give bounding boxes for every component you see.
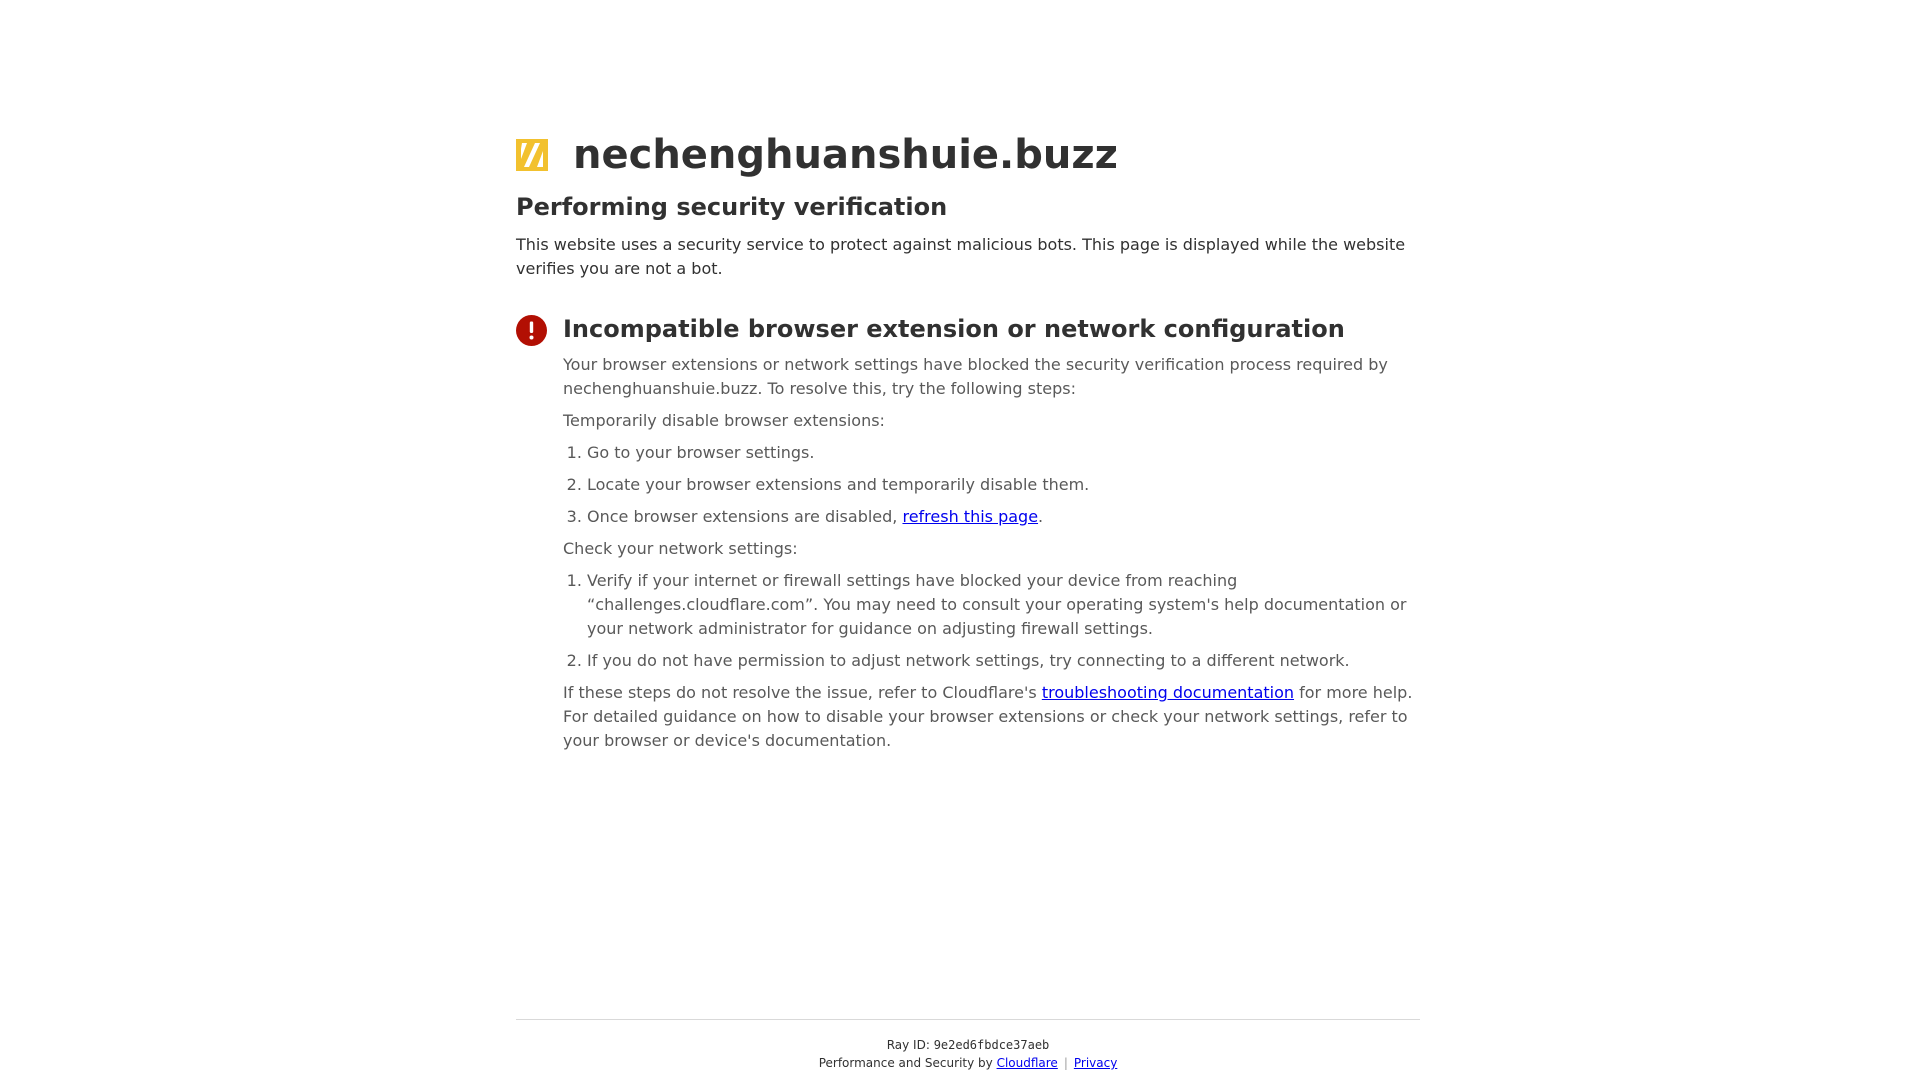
ray-id-line [516, 1036, 1420, 1054]
site-header [516, 130, 1420, 180]
ray-id-value: 9e2ed6fbdce37aeb [933, 1038, 1050, 1052]
cloudflare-slash-icon [516, 139, 548, 171]
privacy-link[interactable]: Privacy [1073, 1056, 1118, 1070]
troubleshooting-link[interactable]: troubleshooting documentation [1041, 683, 1295, 702]
closing-suffix: for more help. For detailed guidance on how to disable your browser extensions or check your network settings, refer to your browser or device's documentation. [563, 683, 1413, 750]
performance-line [516, 1054, 1420, 1072]
intro-text: This website uses a security service to protect against malicious bots. This page is displayed while the website verifies you are not a bot. [516, 235, 1406, 278]
list-item: 2. If you do not have permission to adjust network settings, try connecting to a different network. [587, 649, 1420, 673]
error-title: Incompatible browser extension or network configuration [563, 315, 1345, 343]
ray-id-label: Ray ID: [886, 1038, 934, 1052]
footer-separator: | [1063, 1056, 1068, 1070]
network-steps-list [587, 569, 1420, 673]
list-item-text: Once browser extensions are disabled, [587, 507, 903, 526]
list-item: 1. Verify if your internet or firewall settings have blocked your device from reaching “challenges.cloudflare.com”. You may need to consult your operating system's help documentation or your network administrator for guidance on adjusting firewall settings. [587, 569, 1420, 641]
main-content [516, 130, 1420, 761]
error-body [563, 314, 1420, 761]
cloudflare-link[interactable]: Cloudflare [996, 1056, 1058, 1070]
closing-text [563, 681, 1420, 753]
footer [516, 1019, 1420, 1072]
extensions-steps-list [587, 441, 1420, 529]
list-item [587, 505, 1420, 529]
list-item-suffix: . [1038, 507, 1044, 526]
exclamation-circle-icon [516, 315, 547, 346]
list-item: 2. Locate your browser extensions and temporarily disable them. [587, 473, 1420, 497]
error-block [516, 314, 1420, 761]
site-name: nechenghuanshuie.buzz [573, 132, 1118, 178]
refresh-page-link[interactable]: refresh this page [902, 507, 1039, 526]
network-heading: Check your network settings: [563, 539, 798, 558]
performance-label: Performance and Security by [818, 1056, 997, 1070]
error-description: Your browser extensions or network settings have blocked the security verification process required by nechenghuanshuie.buzz. To resolve this, try the following steps: [563, 355, 1388, 398]
list-item: 1. Go to your browser settings. [587, 441, 1420, 465]
page-headline: Performing security verification [516, 193, 948, 221]
closing-prefix: If these steps do not resolve the issue, refer to Cloudflare's [563, 683, 1042, 702]
extensions-heading: Temporarily disable browser extensions: [563, 411, 885, 430]
